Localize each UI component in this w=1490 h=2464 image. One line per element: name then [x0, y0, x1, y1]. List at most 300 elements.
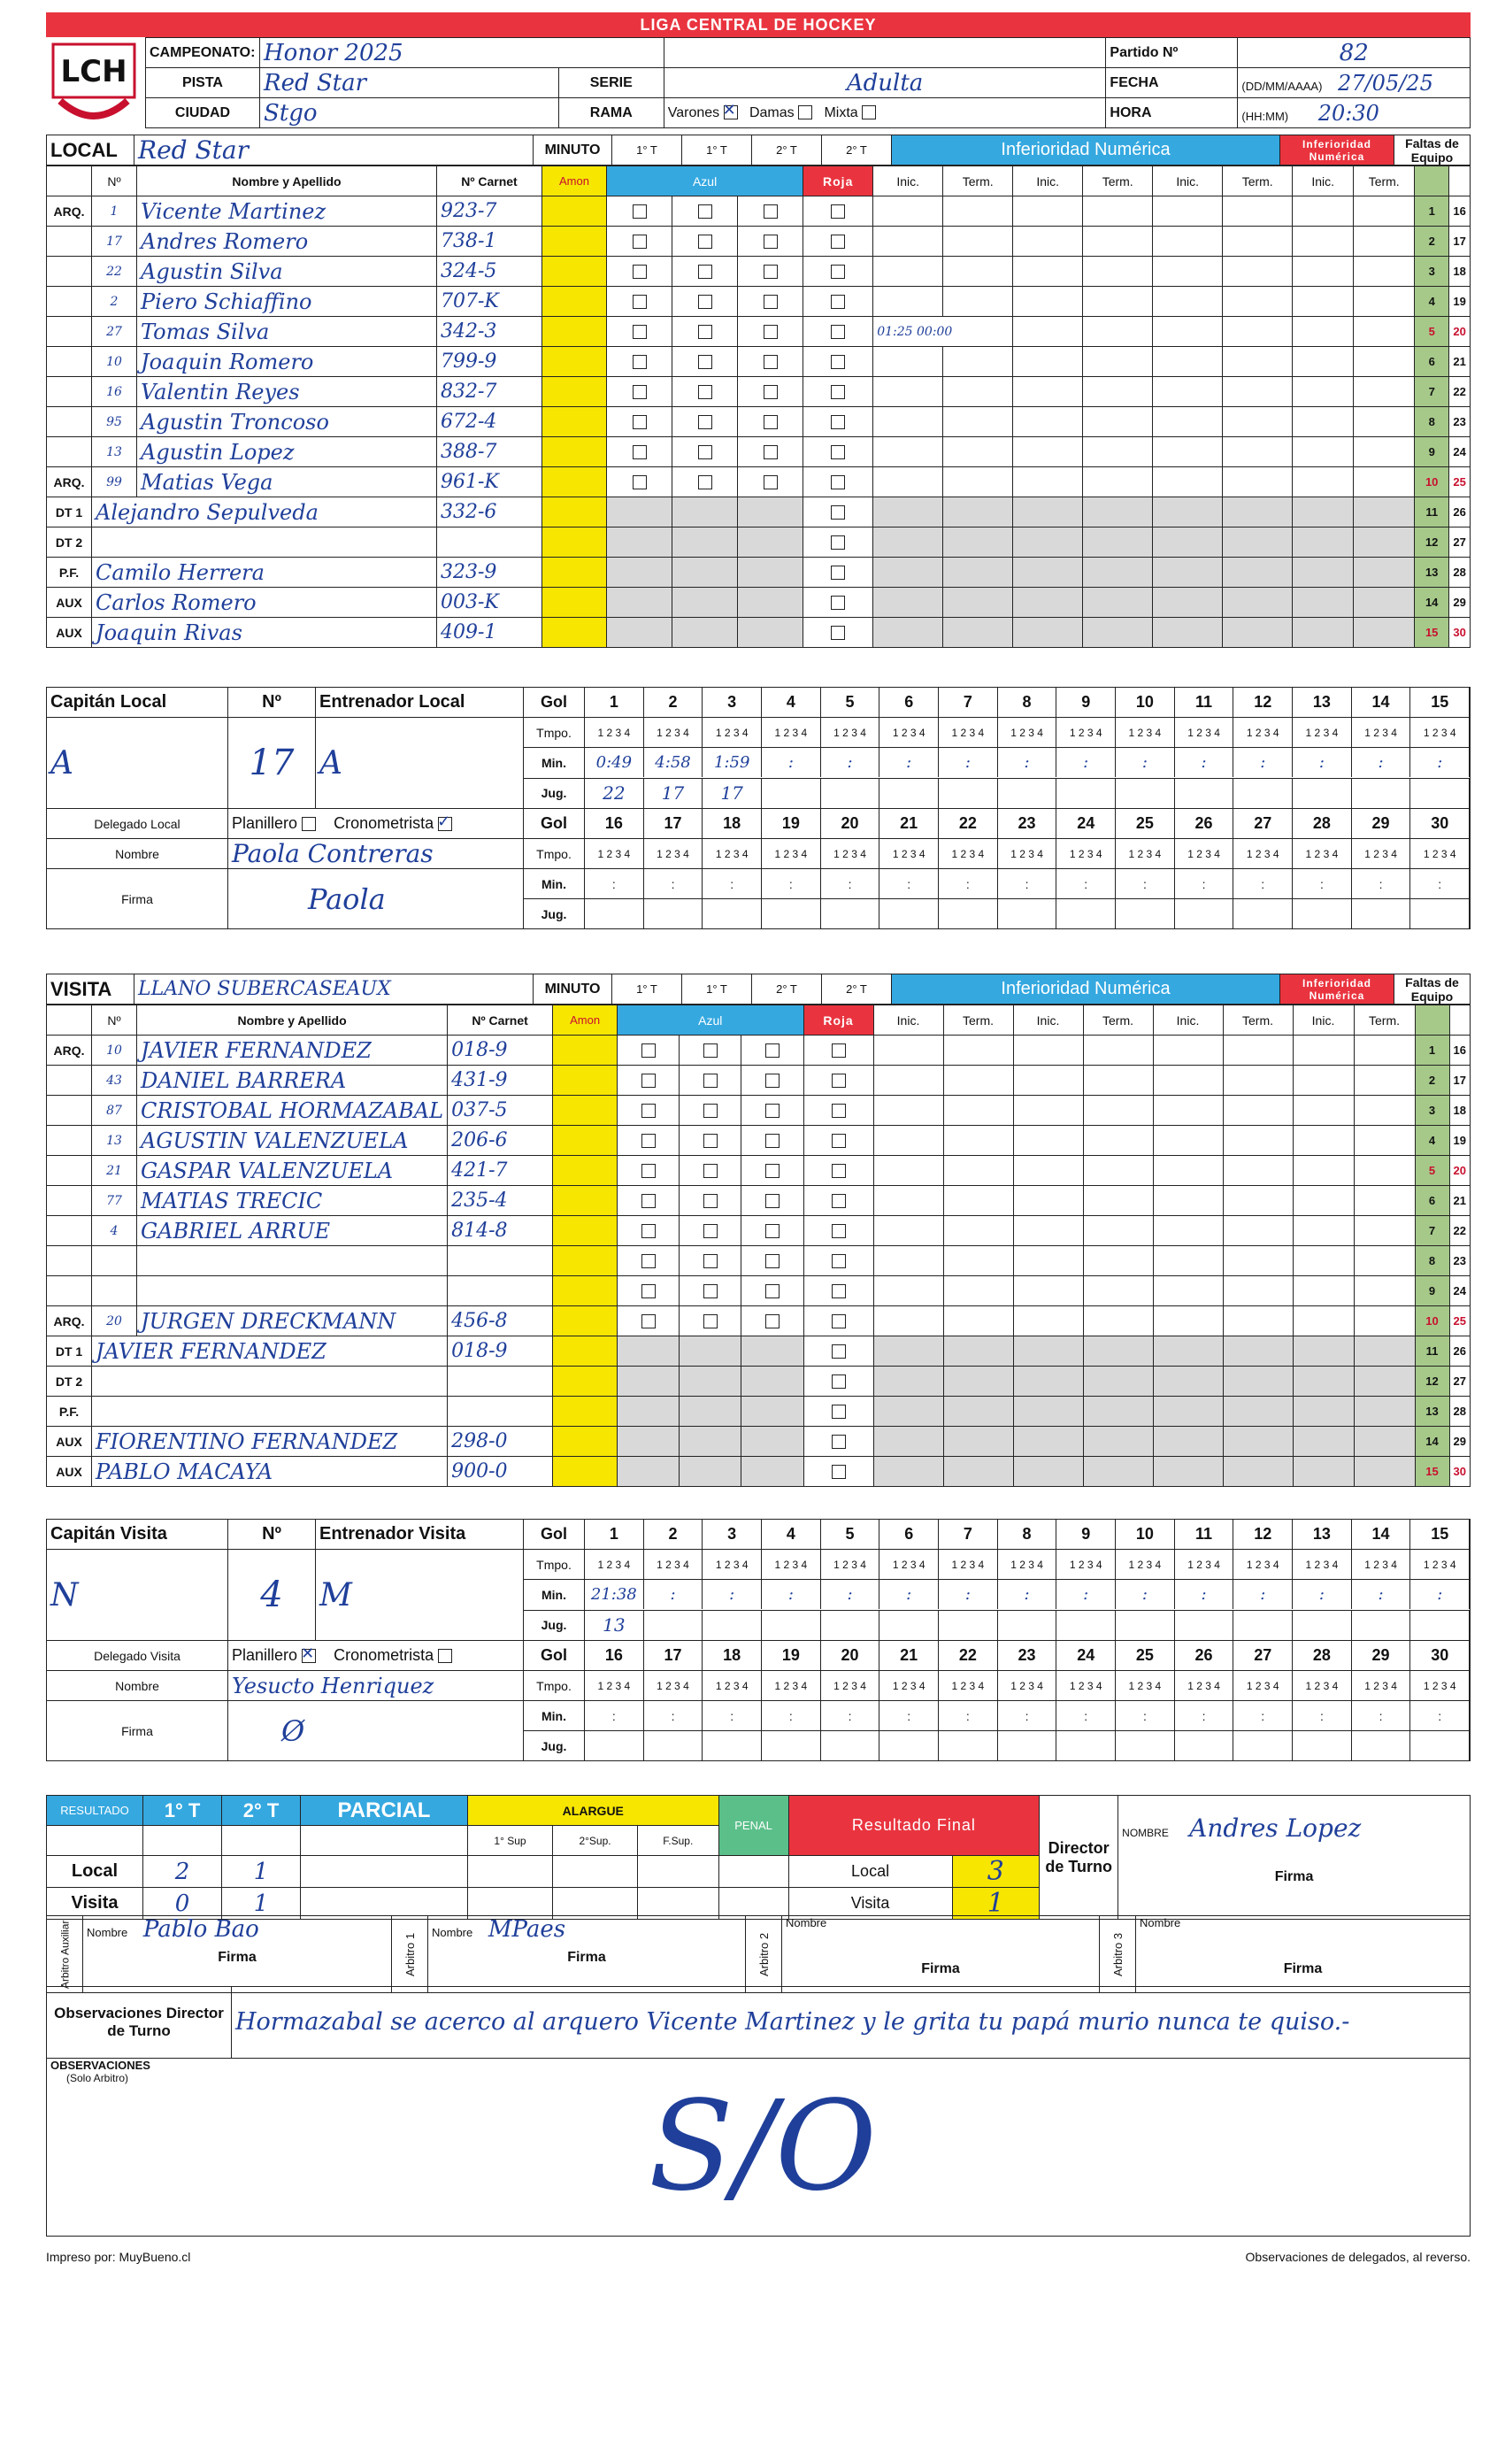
card-checkbox[interactable]: [698, 325, 712, 339]
row-card-box[interactable]: [607, 407, 672, 437]
row-inferioridad-cell[interactable]: [873, 377, 943, 407]
row-inferioridad-cell[interactable]: [943, 1276, 1013, 1306]
row-card-box[interactable]: [738, 196, 803, 227]
row-inferioridad-cell[interactable]: [1223, 1216, 1293, 1246]
card-checkbox[interactable]: [831, 204, 845, 219]
row-inferioridad-cell[interactable]: [873, 227, 943, 257]
row-inferioridad-cell[interactable]: [1354, 558, 1415, 588]
visita-min-1-cell[interactable]: :: [1056, 1580, 1116, 1609]
local-min-2-cell[interactable]: :: [1293, 869, 1352, 898]
row-inferioridad-cell[interactable]: [943, 1336, 1013, 1367]
visita-jug-2-cell[interactable]: [1056, 1731, 1116, 1760]
local-tmpo-1-cell[interactable]: 1 2 3 4: [879, 718, 939, 747]
card-checkbox[interactable]: [832, 1043, 846, 1058]
card-checkbox[interactable]: [832, 1134, 846, 1148]
row-inferioridad-cell[interactable]: [1083, 227, 1153, 257]
row-inferioridad-cell[interactable]: [873, 1457, 943, 1487]
local-jug-2-cell[interactable]: [879, 899, 939, 928]
row-amon[interactable]: [542, 377, 607, 407]
row-inferioridad-cell[interactable]: [1013, 1066, 1083, 1096]
card-checkbox[interactable]: [633, 265, 647, 279]
local-jug-1-cell[interactable]: [1293, 779, 1352, 808]
row-inferioridad-cell[interactable]: [1013, 1216, 1083, 1246]
visita-min-1-cell[interactable]: :: [998, 1580, 1057, 1609]
visita-goal-nums-1-cell[interactable]: 6: [879, 1520, 939, 1549]
visita-jug-1-cell[interactable]: [762, 1611, 821, 1640]
row-inferioridad-cell[interactable]: [1354, 257, 1415, 287]
row-card-box[interactable]: [680, 1036, 741, 1066]
card-checkbox[interactable]: [831, 535, 845, 550]
row-inferioridad-cell[interactable]: [1083, 1156, 1153, 1186]
row-card-box[interactable]: [741, 1336, 803, 1367]
row-inferioridad-cell[interactable]: [1223, 1246, 1293, 1276]
row-inferioridad-cell[interactable]: [1223, 467, 1293, 497]
row-card-box[interactable]: [803, 497, 873, 527]
visita-jug-1-cell[interactable]: [998, 1611, 1057, 1640]
visita-tmpo-1-cell[interactable]: 1 2 3 4: [703, 1550, 762, 1579]
row-inferioridad-cell[interactable]: [1223, 1036, 1293, 1066]
row-inferioridad-cell[interactable]: [1293, 347, 1354, 377]
visita-min-2-cell[interactable]: :: [1410, 1701, 1470, 1730]
row-card-box[interactable]: [607, 317, 672, 347]
visita-tmpo-2-cell[interactable]: 1 2 3 4: [1352, 1671, 1411, 1700]
local-tmpo-1-cell[interactable]: 1 2 3 4: [1175, 718, 1234, 747]
local-jug-2-cell[interactable]: [762, 899, 821, 928]
row-card-box[interactable]: [803, 347, 873, 377]
row-card-box[interactable]: [618, 1246, 680, 1276]
row-inferioridad-cell[interactable]: [873, 257, 943, 287]
row-amon[interactable]: [553, 1246, 618, 1276]
card-checkbox[interactable]: [832, 1405, 846, 1419]
row-inferioridad-cell[interactable]: [1223, 317, 1293, 347]
row-card-box[interactable]: [738, 588, 803, 618]
row-inferioridad-cell[interactable]: [1223, 1126, 1293, 1156]
card-checkbox[interactable]: [641, 1194, 656, 1208]
row-inferioridad-cell[interactable]: [1013, 347, 1083, 377]
visita-goal-nums-2-cell[interactable]: 24: [1056, 1641, 1116, 1670]
row-inferioridad-cell[interactable]: [1354, 1096, 1415, 1126]
row-inferioridad-cell[interactable]: [1153, 1186, 1223, 1216]
row-card-box[interactable]: [738, 558, 803, 588]
row-card-box[interactable]: [803, 558, 873, 588]
card-checkbox[interactable]: [703, 1074, 718, 1088]
local-min-2-cell[interactable]: :: [585, 869, 644, 898]
row-inferioridad-cell[interactable]: [943, 227, 1013, 257]
row-inferioridad-cell[interactable]: [1013, 437, 1083, 467]
row-card-box[interactable]: [741, 1306, 803, 1336]
row-card-box[interactable]: [738, 377, 803, 407]
row-inferioridad-cell[interactable]: [1083, 437, 1153, 467]
visita-min-1-cell[interactable]: :: [644, 1580, 703, 1609]
card-checkbox[interactable]: [765, 1194, 780, 1208]
row-inferioridad-cell[interactable]: [1153, 287, 1223, 317]
card-checkbox[interactable]: [832, 1254, 846, 1268]
visita-goal-nums-2-cell[interactable]: 19: [762, 1641, 821, 1670]
row-inferioridad-cell[interactable]: [943, 377, 1013, 407]
row-inferioridad-cell[interactable]: [1223, 1306, 1293, 1336]
visita-tmpo-1-cell[interactable]: 1 2 3 4: [585, 1550, 644, 1579]
visita-goal-nums-1-cell[interactable]: 9: [1056, 1520, 1116, 1549]
local-goal-nums-1-cell[interactable]: 10: [1116, 688, 1175, 717]
local-jug-1-cell[interactable]: [939, 779, 998, 808]
card-checkbox[interactable]: [765, 1224, 780, 1238]
row-card-box[interactable]: [680, 1427, 741, 1457]
row-inferioridad-cell[interactable]: [1293, 1216, 1354, 1246]
row-card-box[interactable]: [672, 257, 738, 287]
row-inferioridad-cell[interactable]: [1153, 196, 1223, 227]
local-goal-nums-2-cell[interactable]: 17: [644, 809, 703, 838]
row-card-box[interactable]: [680, 1126, 741, 1156]
visita-tmpo-2-cell[interactable]: 1 2 3 4: [1233, 1671, 1293, 1700]
row-card-box[interactable]: [741, 1276, 803, 1306]
local-min-2-cell[interactable]: :: [821, 869, 880, 898]
row-inferioridad-cell[interactable]: [943, 588, 1013, 618]
row-inferioridad-cell[interactable]: [943, 1156, 1013, 1186]
row-inferioridad-cell[interactable]: [1153, 497, 1223, 527]
local-goal-nums-2-cell[interactable]: 23: [998, 809, 1057, 838]
visita-jug-2-cell[interactable]: [1410, 1731, 1470, 1760]
card-checkbox[interactable]: [633, 445, 647, 459]
row-amon[interactable]: [553, 1186, 618, 1216]
card-checkbox[interactable]: [703, 1314, 718, 1328]
local-min-2-cell[interactable]: :: [1175, 869, 1234, 898]
row-inferioridad-cell[interactable]: [873, 1066, 943, 1096]
row-inferioridad-cell[interactable]: [1013, 467, 1083, 497]
visita-min-2-cell[interactable]: :: [998, 1701, 1057, 1730]
row-inferioridad-cell[interactable]: [1153, 1096, 1223, 1126]
row-inferioridad-cell[interactable]: [873, 1306, 943, 1336]
card-checkbox[interactable]: [765, 1043, 780, 1058]
row-inferioridad-cell[interactable]: [1223, 227, 1293, 257]
card-checkbox[interactable]: [703, 1284, 718, 1298]
visita-jug-1-cell[interactable]: [1352, 1611, 1411, 1640]
row-card-box[interactable]: [738, 407, 803, 437]
row-inferioridad-cell[interactable]: [1153, 1367, 1223, 1397]
row-inferioridad-cell[interactable]: [1293, 196, 1354, 227]
local-min-1-cell[interactable]: :: [1293, 748, 1352, 777]
row-card-box[interactable]: [618, 1336, 680, 1367]
local-tmpo-2-cell[interactable]: 1 2 3 4: [1293, 839, 1352, 868]
row-inferioridad-cell[interactable]: [1354, 1216, 1415, 1246]
local-goal-nums-1-cell[interactable]: 4: [762, 688, 821, 717]
row-inferioridad-cell[interactable]: [1153, 1306, 1223, 1336]
row-inferioridad-cell[interactable]: [1223, 1397, 1293, 1427]
row-inferioridad-cell[interactable]: [1293, 407, 1354, 437]
local-min-1-cell[interactable]: 4:58: [644, 748, 703, 777]
row-inferioridad-cell[interactable]: [943, 347, 1013, 377]
visita-jug-2-cell[interactable]: [879, 1731, 939, 1760]
local-min-1-cell[interactable]: :: [1175, 748, 1234, 777]
visita-min-1-cell[interactable]: :: [1175, 1580, 1234, 1609]
visita-tmpo-2-cell[interactable]: 1 2 3 4: [1293, 1671, 1352, 1700]
visita-jug-2-cell[interactable]: [1116, 1731, 1175, 1760]
row-card-box[interactable]: [672, 377, 738, 407]
row-inferioridad-cell[interactable]: [1013, 497, 1083, 527]
visita-min-1-cell[interactable]: :: [1352, 1580, 1411, 1609]
row-card-box[interactable]: [607, 347, 672, 377]
visita-goal-nums-1-cell[interactable]: 14: [1352, 1520, 1411, 1549]
card-checkbox[interactable]: [764, 415, 778, 429]
row-card-box[interactable]: [803, 1367, 873, 1397]
card-checkbox[interactable]: [832, 1344, 846, 1359]
row-inferioridad-cell[interactable]: [1083, 1397, 1153, 1427]
row-amon[interactable]: [553, 1276, 618, 1306]
row-inferioridad-cell[interactable]: [1013, 588, 1083, 618]
row-card-box[interactable]: [741, 1126, 803, 1156]
visita-jug-1-cell[interactable]: [703, 1611, 762, 1640]
row-inferioridad-cell[interactable]: [1083, 527, 1153, 558]
local-goal-nums-1-cell[interactable]: 3: [703, 688, 762, 717]
row-card-box[interactable]: [672, 287, 738, 317]
row-inferioridad-cell[interactable]: [1293, 1186, 1354, 1216]
visita-tmpo-2-cell[interactable]: 1 2 3 4: [762, 1671, 821, 1700]
row-card-box[interactable]: [607, 377, 672, 407]
visita-min-2-cell[interactable]: :: [1352, 1701, 1411, 1730]
visita-jug-1-cell[interactable]: [644, 1611, 703, 1640]
row-inferioridad-cell[interactable]: [1354, 588, 1415, 618]
row-card-box[interactable]: [672, 588, 738, 618]
local-goal-nums-1-cell[interactable]: 5: [821, 688, 880, 717]
row-inferioridad-cell[interactable]: [1013, 196, 1083, 227]
visita-min-2-cell[interactable]: :: [1293, 1701, 1352, 1730]
row-inferioridad-cell[interactable]: [943, 1457, 1013, 1487]
visita-tmpo-2-cell[interactable]: 1 2 3 4: [585, 1671, 644, 1700]
row-inferioridad-cell[interactable]: [1153, 1397, 1223, 1427]
row-amon[interactable]: [553, 1367, 618, 1397]
card-checkbox[interactable]: [703, 1134, 718, 1148]
row-card-box[interactable]: [803, 287, 873, 317]
visita-tmpo-2-cell[interactable]: 1 2 3 4: [998, 1671, 1057, 1700]
visita-tmpo-1-cell[interactable]: 1 2 3 4: [879, 1550, 939, 1579]
card-checkbox[interactable]: [831, 505, 845, 520]
row-card-box[interactable]: [741, 1457, 803, 1487]
visita-min-1-cell[interactable]: :: [1293, 1580, 1352, 1609]
visita-goal-nums-2-cell[interactable]: 27: [1233, 1641, 1293, 1670]
row-card-box[interactable]: [803, 1096, 873, 1126]
row-inferioridad-cell[interactable]: [873, 558, 943, 588]
local-goal-nums-2-cell[interactable]: 27: [1233, 809, 1293, 838]
local-goal-nums-1-cell[interactable]: 14: [1352, 688, 1411, 717]
local-min-2-cell[interactable]: :: [762, 869, 821, 898]
local-tmpo-1-cell[interactable]: 1 2 3 4: [821, 718, 880, 747]
row-inferioridad-cell[interactable]: [1083, 407, 1153, 437]
visita-tmpo-1-cell[interactable]: 1 2 3 4: [1410, 1550, 1470, 1579]
visita-tmpo-2-cell[interactable]: 1 2 3 4: [1056, 1671, 1116, 1700]
row-inferioridad-cell[interactable]: [873, 347, 943, 377]
visita-goal-nums-1-cell[interactable]: 3: [703, 1520, 762, 1549]
local-min-2-cell[interactable]: :: [703, 869, 762, 898]
row-amon[interactable]: [542, 618, 607, 648]
local-min-1-cell[interactable]: :: [1116, 748, 1175, 777]
row-card-box[interactable]: [741, 1367, 803, 1397]
visita-min-2-cell[interactable]: :: [703, 1701, 762, 1730]
row-inferioridad-cell[interactable]: [1293, 588, 1354, 618]
visita-jug-1-cell[interactable]: 13: [585, 1611, 644, 1640]
card-checkbox[interactable]: [765, 1164, 780, 1178]
row-inferioridad-cell[interactable]: [1153, 1156, 1223, 1186]
visita-jug-1-cell[interactable]: [1293, 1611, 1352, 1640]
visita-jug-2-cell[interactable]: [703, 1731, 762, 1760]
local-jug-2-cell[interactable]: [703, 899, 762, 928]
local-tmpo-1-cell[interactable]: 1 2 3 4: [1410, 718, 1470, 747]
row-inferioridad-cell[interactable]: [1354, 317, 1415, 347]
local-goal-nums-2-cell[interactable]: 24: [1056, 809, 1116, 838]
row-inferioridad-cell[interactable]: [1354, 196, 1415, 227]
row-card-box[interactable]: [618, 1216, 680, 1246]
visita-jug-2-cell[interactable]: [762, 1731, 821, 1760]
card-checkbox[interactable]: [831, 265, 845, 279]
row-card-box[interactable]: [607, 437, 672, 467]
local-min-1-cell[interactable]: :: [1056, 748, 1116, 777]
local-jug-1-cell[interactable]: [1056, 779, 1116, 808]
row-amon[interactable]: [553, 1427, 618, 1457]
row-card-box[interactable]: [607, 257, 672, 287]
card-checkbox[interactable]: [698, 475, 712, 489]
row-inferioridad-cell[interactable]: [1153, 1427, 1223, 1457]
card-checkbox[interactable]: [832, 1164, 846, 1178]
row-inferioridad-cell[interactable]: [943, 1216, 1013, 1246]
row-inferioridad-cell[interactable]: [1013, 1457, 1083, 1487]
local-jug-2-cell[interactable]: [1233, 899, 1293, 928]
row-inferioridad-cell[interactable]: [1293, 558, 1354, 588]
card-checkbox[interactable]: [641, 1314, 656, 1328]
row-inferioridad-cell[interactable]: [1293, 1156, 1354, 1186]
card-checkbox[interactable]: [764, 204, 778, 219]
visita-tmpo-1-cell[interactable]: 1 2 3 4: [644, 1550, 703, 1579]
row-inferioridad-cell[interactable]: [1013, 1096, 1083, 1126]
local-tmpo-1-cell[interactable]: 1 2 3 4: [1293, 718, 1352, 747]
visita-min-2-cell[interactable]: :: [1056, 1701, 1116, 1730]
row-inferioridad-cell[interactable]: [1354, 1336, 1415, 1367]
row-inferioridad-cell[interactable]: [1153, 257, 1223, 287]
row-card-box[interactable]: [803, 1427, 873, 1457]
visita-tmpo-2-cell[interactable]: 1 2 3 4: [939, 1671, 998, 1700]
row-inferioridad-cell[interactable]: [1223, 407, 1293, 437]
visita-jug-1-cell[interactable]: [1233, 1611, 1293, 1640]
visita-goal-nums-2-cell[interactable]: 17: [644, 1641, 703, 1670]
card-checkbox[interactable]: [831, 475, 845, 489]
row-inferioridad-cell[interactable]: [943, 257, 1013, 287]
row-card-box[interactable]: [672, 467, 738, 497]
card-checkbox[interactable]: [765, 1134, 780, 1148]
row-card-box[interactable]: [607, 588, 672, 618]
visita-goal-nums-1-cell[interactable]: 13: [1293, 1520, 1352, 1549]
row-card-box[interactable]: [803, 618, 873, 648]
row-inferioridad-cell[interactable]: [1223, 1186, 1293, 1216]
local-min-2-cell[interactable]: :: [1233, 869, 1293, 898]
row-inferioridad-cell[interactable]: [1223, 497, 1293, 527]
row-inferioridad-cell[interactable]: [873, 1367, 943, 1397]
row-inferioridad-cell[interactable]: [1083, 1126, 1153, 1156]
row-inferioridad-cell[interactable]: [873, 588, 943, 618]
visita-goal-nums-1-cell[interactable]: 10: [1116, 1520, 1175, 1549]
card-checkbox[interactable]: [703, 1043, 718, 1058]
row-inferioridad-cell[interactable]: [1354, 497, 1415, 527]
card-checkbox[interactable]: [641, 1043, 656, 1058]
card-checkbox[interactable]: [633, 385, 647, 399]
row-inferioridad-cell[interactable]: [1223, 588, 1293, 618]
visita-jug-2-cell[interactable]: [998, 1731, 1057, 1760]
visita-min-1-cell[interactable]: :: [821, 1580, 880, 1609]
row-inferioridad-cell[interactable]: [1293, 1457, 1354, 1487]
row-inferioridad-cell[interactable]: [1354, 1306, 1415, 1336]
row-card-box[interactable]: [607, 467, 672, 497]
local-tmpo-1-cell[interactable]: 1 2 3 4: [1056, 718, 1116, 747]
visita-tmpo-1-cell[interactable]: 1 2 3 4: [821, 1550, 880, 1579]
local-tmpo-2-cell[interactable]: 1 2 3 4: [1233, 839, 1293, 868]
row-card-box[interactable]: [618, 1096, 680, 1126]
row-card-box[interactable]: [738, 437, 803, 467]
row-amon[interactable]: [553, 1216, 618, 1246]
local-goal-nums-1-cell[interactable]: 6: [879, 688, 939, 717]
local-goal-nums-1-cell[interactable]: 11: [1175, 688, 1234, 717]
local-tmpo-2-cell[interactable]: 1 2 3 4: [585, 839, 644, 868]
local-goal-nums-2-cell[interactable]: 18: [703, 809, 762, 838]
row-inferioridad-cell[interactable]: [1153, 527, 1223, 558]
visita-jug-2-cell[interactable]: [939, 1731, 998, 1760]
row-inferioridad-cell[interactable]: [1013, 1427, 1083, 1457]
row-inferioridad-cell[interactable]: [1354, 1066, 1415, 1096]
visita-tmpo-1-cell[interactable]: 1 2 3 4: [1233, 1550, 1293, 1579]
local-min-2-cell[interactable]: :: [644, 869, 703, 898]
row-card-box[interactable]: [738, 527, 803, 558]
row-inferioridad-cell[interactable]: [1293, 1126, 1354, 1156]
local-tmpo-2-cell[interactable]: 1 2 3 4: [703, 839, 762, 868]
visita-goal-nums-2-cell[interactable]: 20: [821, 1641, 880, 1670]
row-inferioridad-cell[interactable]: [1354, 227, 1415, 257]
row-inferioridad-cell[interactable]: [1083, 1096, 1153, 1126]
visita-goal-nums-2-cell[interactable]: 30: [1410, 1641, 1470, 1670]
row-inferioridad-cell[interactable]: [873, 1336, 943, 1367]
local-jug-1-cell[interactable]: 17: [644, 779, 703, 808]
row-inferioridad-cell[interactable]: [1153, 347, 1223, 377]
card-checkbox[interactable]: [764, 325, 778, 339]
row-amon[interactable]: [553, 1036, 618, 1066]
local-min-1-cell[interactable]: :: [1233, 748, 1293, 777]
row-amon[interactable]: [553, 1066, 618, 1096]
row-inferioridad-cell[interactable]: [873, 618, 943, 648]
row-card-box[interactable]: [803, 1126, 873, 1156]
row-inferioridad-cell[interactable]: [873, 1397, 943, 1427]
row-card-box[interactable]: [680, 1246, 741, 1276]
local-tmpo-2-cell[interactable]: 1 2 3 4: [821, 839, 880, 868]
visita-min-1-cell[interactable]: :: [1410, 1580, 1470, 1609]
cronometrista-checkbox-v[interactable]: [438, 1649, 452, 1663]
row-card-box[interactable]: [672, 527, 738, 558]
row-inferioridad-cell[interactable]: [1153, 407, 1223, 437]
row-inferioridad-cell[interactable]: [1293, 1246, 1354, 1276]
row-inferioridad-cell[interactable]: [1153, 437, 1223, 467]
row-inferioridad-cell[interactable]: [1293, 527, 1354, 558]
row-inferioridad-cell[interactable]: [1293, 437, 1354, 467]
row-inferioridad-cell[interactable]: [1013, 317, 1083, 347]
row-amon[interactable]: [542, 227, 607, 257]
row-card-box[interactable]: [680, 1367, 741, 1397]
visita-jug-2-cell[interactable]: [585, 1731, 644, 1760]
row-inferioridad-cell[interactable]: [1153, 1457, 1223, 1487]
card-checkbox[interactable]: [831, 385, 845, 399]
row-inferioridad-cell[interactable]: [1293, 317, 1354, 347]
row-card-box[interactable]: [803, 1397, 873, 1427]
row-amon[interactable]: [542, 196, 607, 227]
row-inferioridad-cell[interactable]: [1083, 257, 1153, 287]
row-card-box[interactable]: [672, 558, 738, 588]
row-inferioridad-cell[interactable]: [1223, 196, 1293, 227]
local-goal-nums-2-cell[interactable]: 19: [762, 809, 821, 838]
local-jug-2-cell[interactable]: [821, 899, 880, 928]
row-card-box[interactable]: [618, 1306, 680, 1336]
row-inferioridad-cell[interactable]: [943, 1306, 1013, 1336]
